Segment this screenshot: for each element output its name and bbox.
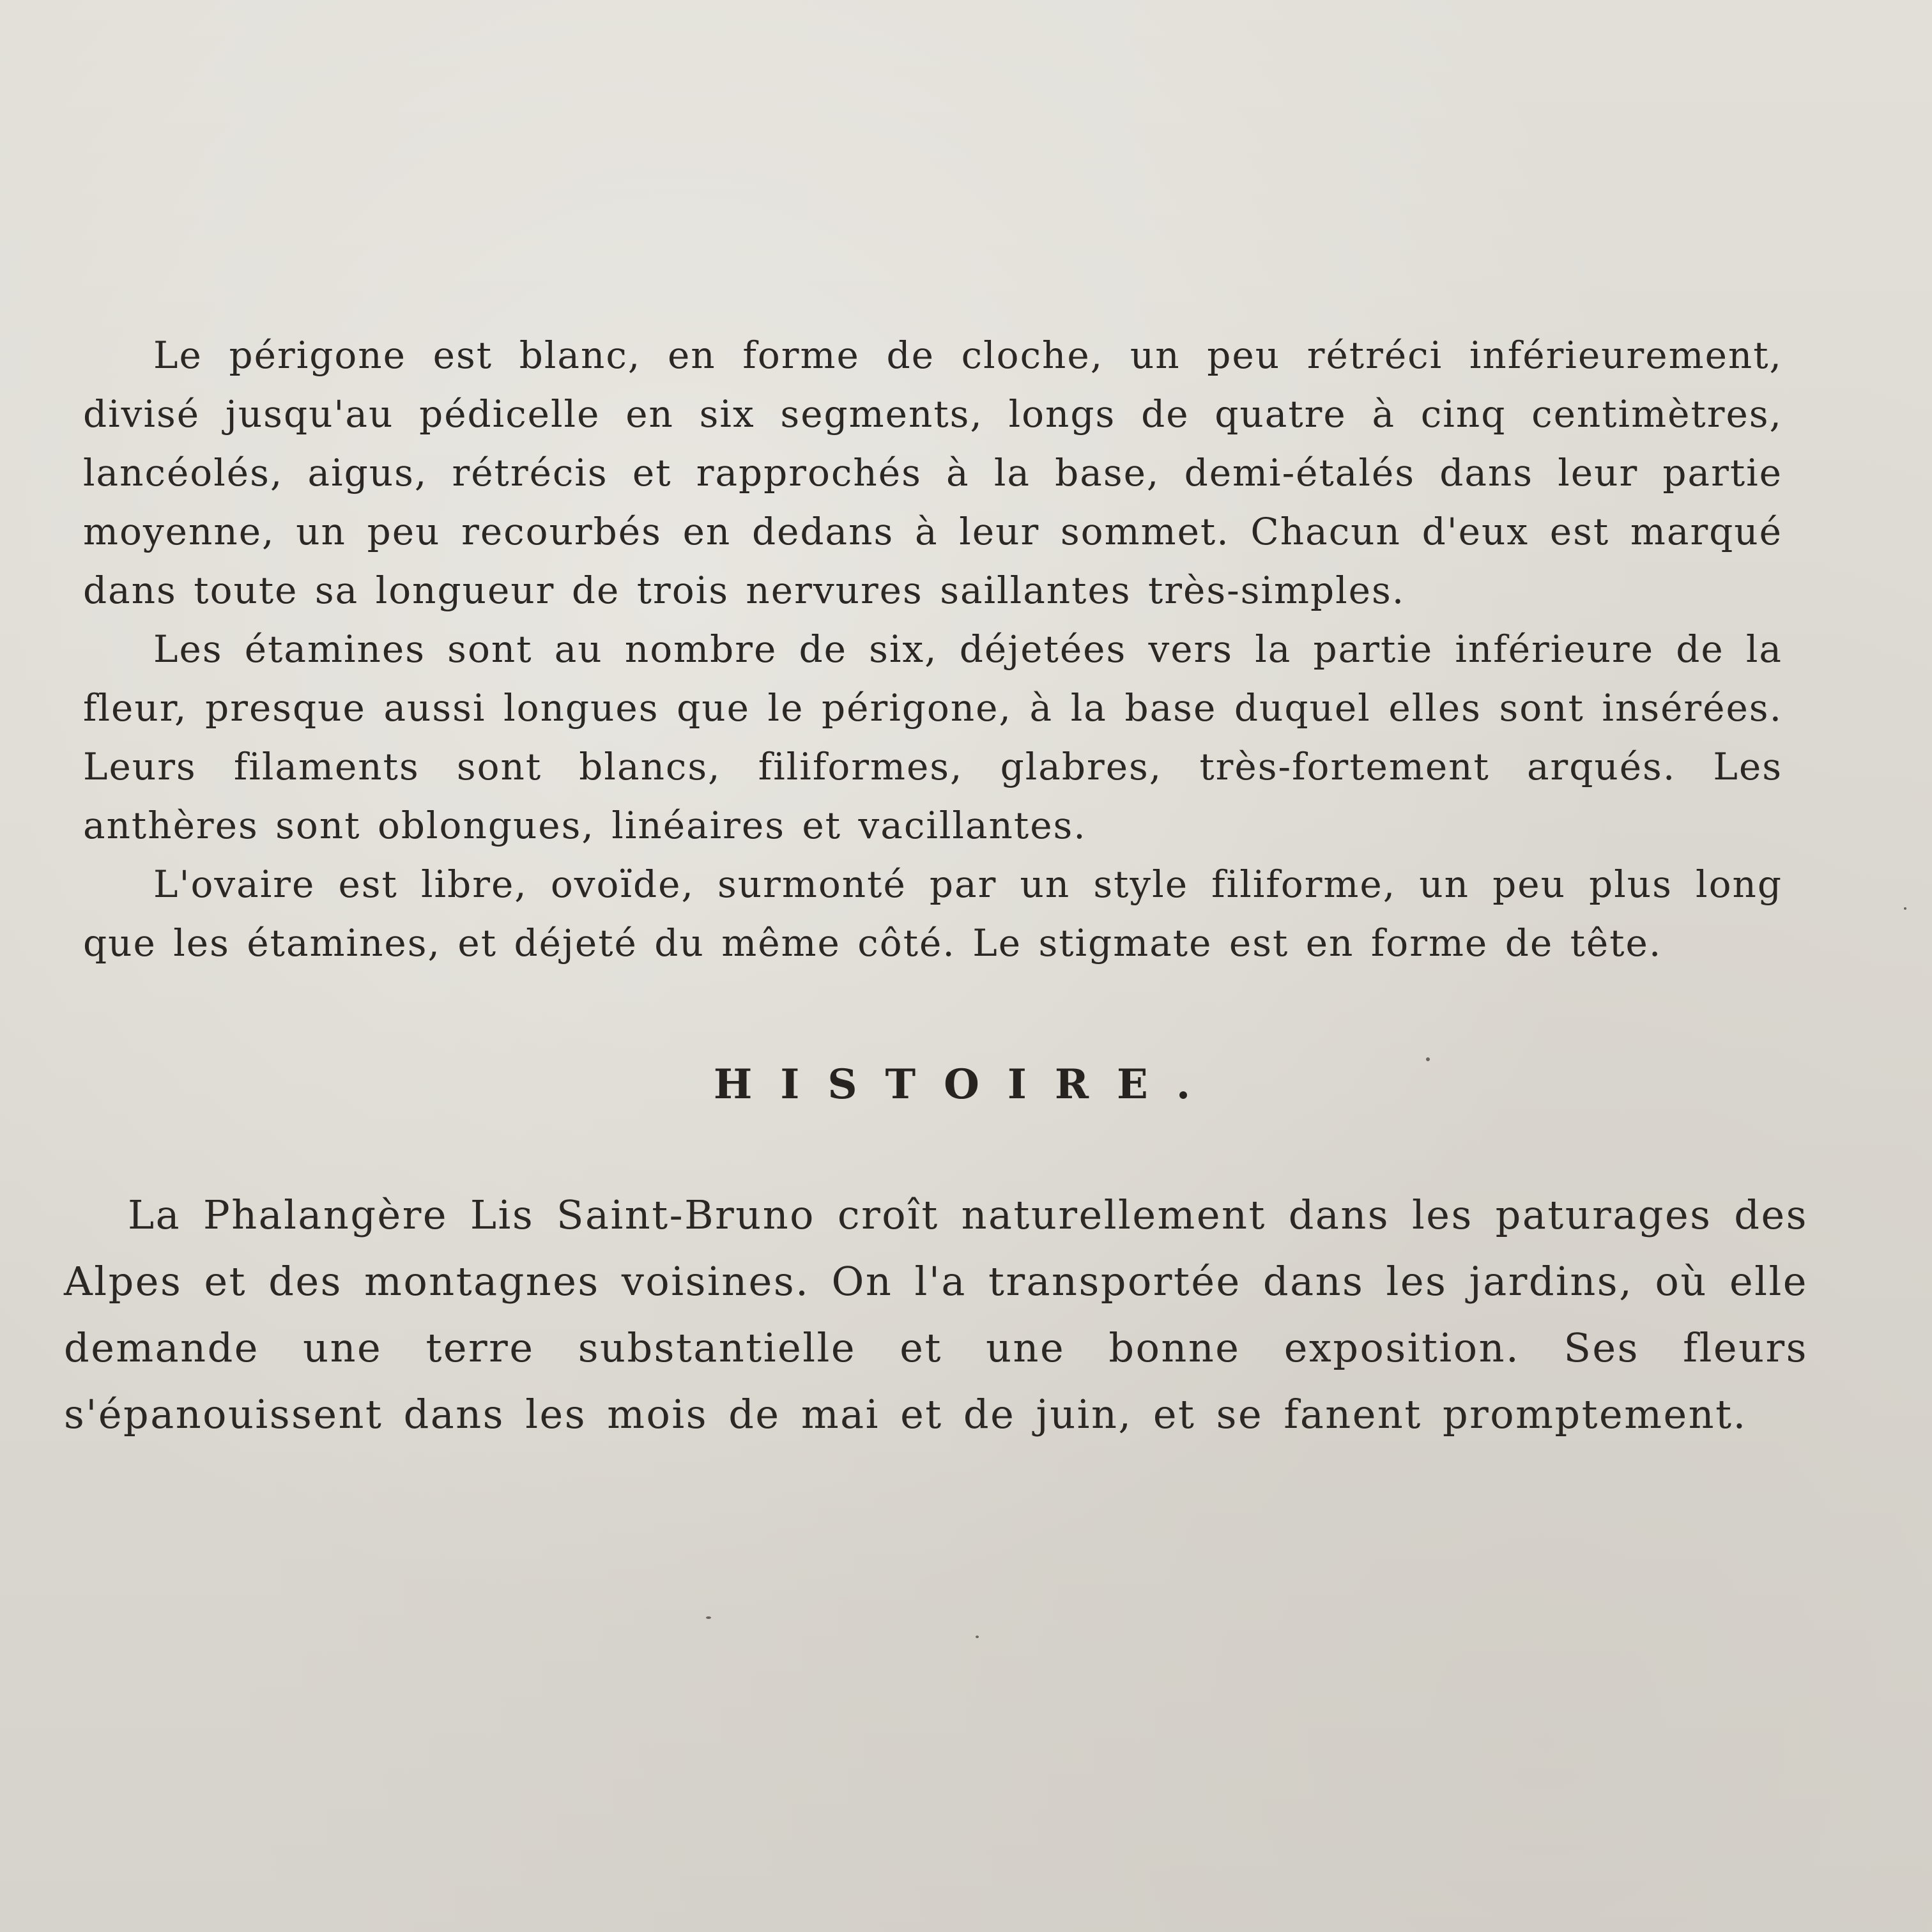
paper-speck [1904,907,1906,910]
paper-speck [706,1616,711,1619]
paper-speck [1426,1057,1430,1061]
section-heading-histoire: HISTOIRE. [713,1061,1219,1108]
paragraph-perigone: Le périgone est blanc, en forme de cloche, un peu rétréci inférieurement, divisé jusqu'au pédicelle en six segments, longs de quatre à cinq centimètres, lancéolés, aigus, rétrécis et rapprochés à la base, demi-étalés dans leur partie moyenne, un peu recourbés en dedans à leur sommet. Chacun d'eux est marqué dans toute sa longueur de trois nervures saillantes très-simples. [83,334,1782,612]
paragraph-ovaire: L'ovaire est libre, ovoïde, surmonté par un style filiforme, un peu plus long que les étamines, et déjeté du même côté. Le stigmate est en forme de tête. [83,862,1782,965]
history-section [64,1182,1808,1448]
paragraph-histoire: La Phalangère Lis Saint-Bruno croît naturellement dans les paturages des Alpes et des montagnes voisines. On l'a transportée dans les jardins, où elle demande une terre substantielle et une bonne exposition. Ses fleurs s'épanouissent dans les mois de mai et de juin, et se fanent promptement. [64,1192,1808,1438]
paper-speck [976,1636,979,1638]
paragraph-etamines: Les étamines sont au nombre de six, déjetées vers la partie inférieure de la fleur, presque aussi longues que le périgone, à la base duquel elles sont insérées. Leurs filaments sont blancs, filiformes, glabres, très-fortement arqués. Les anthères sont oblongues, linéaires et vacillantes. [83,627,1782,847]
description-section [83,326,1782,972]
